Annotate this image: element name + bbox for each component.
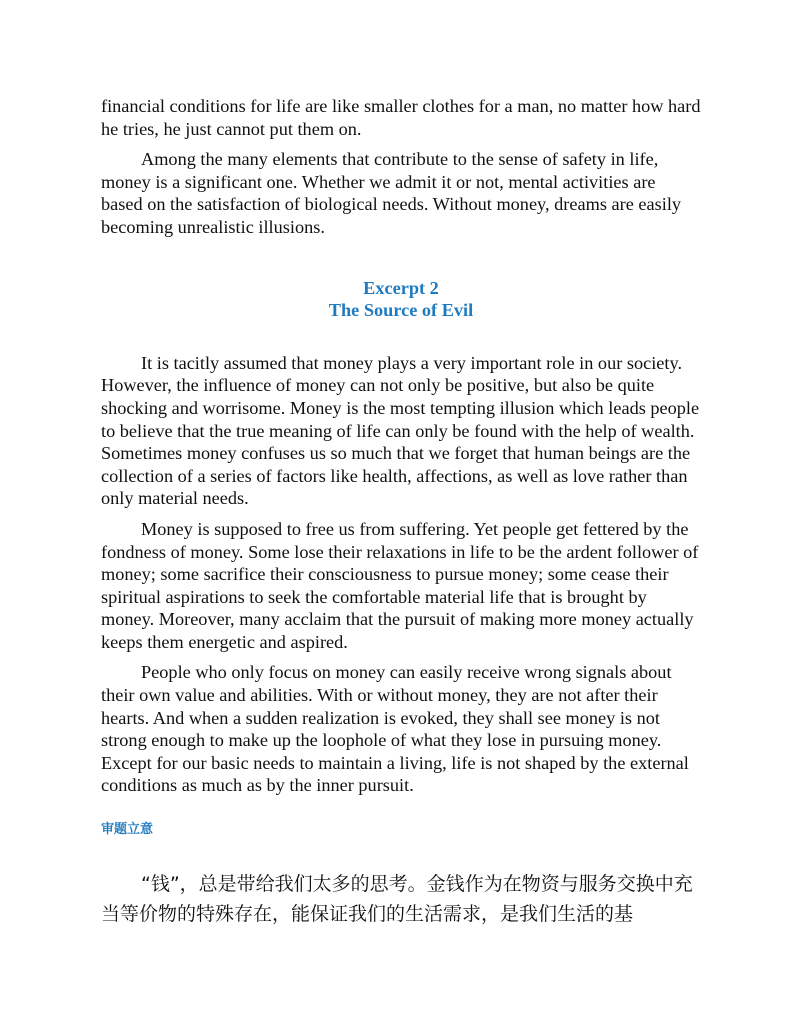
paragraph-tacit-assumption: It is tacitly assumed that money plays a very important role in our society. However, the influence of money can not only be positive, but also be quite shocking and worrisome. Money is the most tempting illusion which leads people to believe that the true meaning of life can only be found with the help of wealth. Sometimes money confuses us so much that we forget that human beings are the collection of a series of factors like health, affections, as well as love rather than only material needs. bbox=[101, 352, 700, 509]
paragraph-money-safety: Among the many elements that contribute to the sense of safety in life, money is a significant one. Whether we admit it or not, mental activities are based on the satisfaction of biological needs. Without money, dreams are easily becoming unrealistic illusions. bbox=[101, 149, 682, 237]
paragraph-free-from-suffering: Money is supposed to free us from suffering. Yet people get fettered by the fondness of money. Some lose their relaxations in life to be the ardent follower of money; some sacrifice their consciousness to pursue money; some cease their spiritual aspirations to seek the comfortable material life that is brought by money. Moreover, many acclaim that the pursuit of making more money actually keeps them energetic and aspired. bbox=[101, 518, 699, 652]
section-label: 审题立意 bbox=[101, 822, 154, 838]
excerpt-title: The Source of Evil bbox=[328, 300, 474, 321]
excerpt-number: Excerpt 2 bbox=[363, 277, 439, 298]
excerpt-heading bbox=[101, 277, 701, 322]
paragraph-continuation: financial conditions for life are like smaller clothes for a man, no matter how hard he tries, he just cannot put them on. bbox=[101, 96, 701, 139]
document-content bbox=[101, 95, 701, 929]
paragraph-wrong-signals: People who only focus on money can easily receive wrong signals about their own value and abilities. With or without money, they are not after their hearts. And when a sudden realization is evoked, they shall see money is not strong enough to make up the loophole of what they lose in pursuing money. Except for our basic needs to maintain a living, life is not shaped by the external conditions as much as by the inner pursuit. bbox=[101, 662, 689, 796]
chinese-paragraph: “钱”，总是带给我们太多的思考。金钱作为在物资与服务交换中充当等价物的特殊存在，能保证我们的生活需求，是我们生活的基 bbox=[101, 873, 693, 926]
